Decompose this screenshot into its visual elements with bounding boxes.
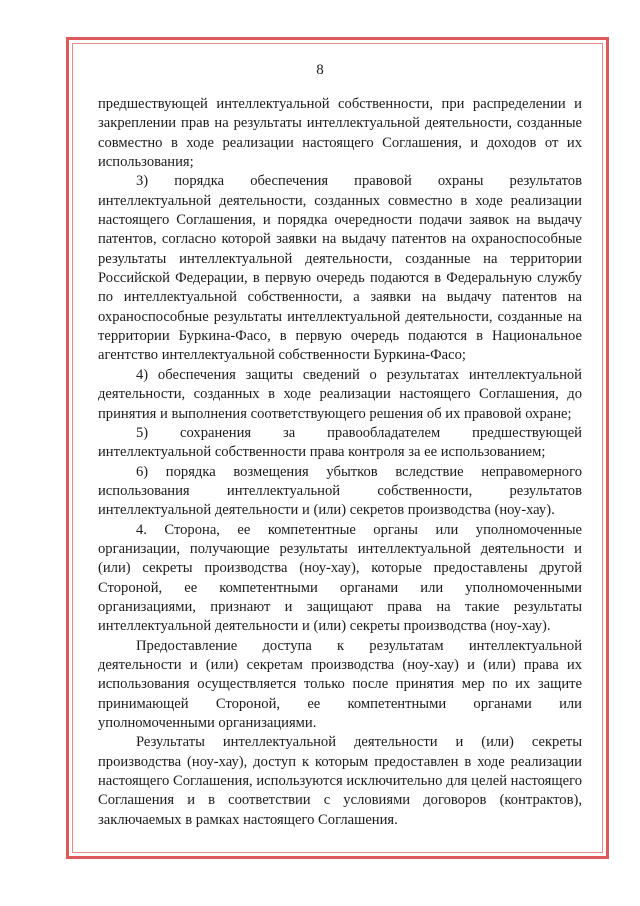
paragraph: 6) порядка возмещения убытков вследствие неправомерного использования интеллектуальной собственности, результатов интеллектуальной деятельности и (или) секретов производства (ноу-хау). — [98, 463, 582, 519]
paragraph: 4) обеспечения защиты сведений о результатах интеллектуальной деятельности, созданных в ходе реализации настоящего Соглашения, до принятия и выполнения соответствующего решения об их правовой охране; — [98, 366, 582, 422]
paragraph: 5) сохранения за правообладателем предшествующей интеллектуальной собственности права контроля за ее использованием; — [98, 424, 582, 461]
paragraph: предшествующей интеллектуальной собственности, при распределении и закреплении прав на результаты интеллектуальной деятельности, созданные совместно в ходе реализации настоящего Соглашения, и доходов от их использования; — [98, 96, 582, 171]
paragraph: Результаты интеллектуальной деятельности и (или) секреты производства (ноу-хау), доступ к которым предоставлен в ходе реализации настоящего Соглашения, используются исключительно для целей настоящего Соглашения и в соответствии с условиями договоров (контрактов), заключаемых в рамках настоящего Соглашения. — [98, 734, 582, 828]
paragraph: 4. Сторона, ее компетентные органы или уполномоченные организации, получающие результаты интеллектуальной деятельности и (или) секреты производства (ноу-хау), которые предоставлены другой Стороной, ее компетентными органами или уполномоченными организациями, признают и защищают права на такие результаты интеллектуальной деятельности и (или) секреты производства (ноу-хау). — [98, 521, 582, 635]
document-body — [98, 95, 582, 830]
paragraph: Предоставление доступа к результатам интеллектуальной деятельности и (или) секретам производства (ноу-хау) и (или) права их использования осуществляется только после принятия мер по их защите принимающей Стороной, ее компетентными органами или уполномоченными организациями. — [98, 637, 582, 731]
page-number: 8 — [316, 62, 324, 78]
paragraph: 3) порядка обеспечения правовой охраны результатов интеллектуальной деятельности, созданных совместно в ходе реализации настоящего Соглашения, и порядка очередности подачи заявок на выдачу патентов, согласно которой заявки на выдачу патентов на охраноспособные результаты интеллектуальной деятельности, созданные на территории Российской Федерации, в первую очередь подаются в Федеральную службу по интеллектуальной собственности, а заявки на выдачу патентов на охраноспособные результаты интеллектуальной деятельности, созданные на территории Буркина-Фасо, в первую очередь подаются в Национальное агентство интеллектуальной собственности Буркина-Фасо; — [98, 173, 582, 364]
